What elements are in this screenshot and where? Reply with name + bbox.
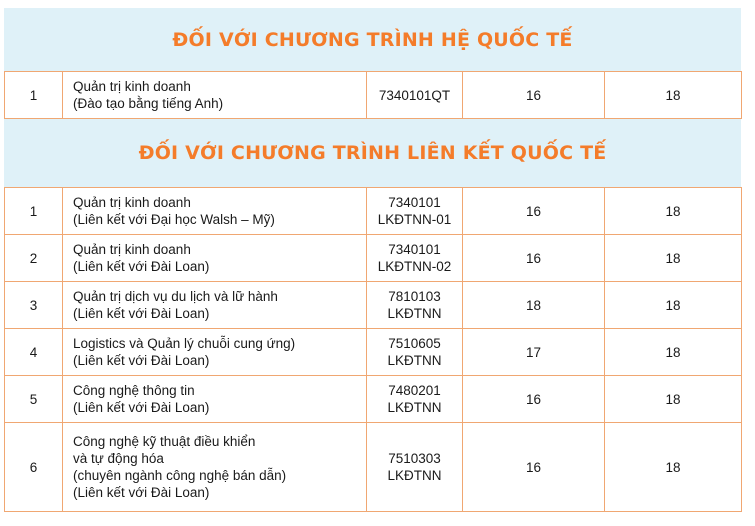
program-code-line: LKĐTNN-01 xyxy=(377,212,452,227)
program-code-line: LKĐTNN-02 xyxy=(377,259,452,274)
row-number: 1 xyxy=(5,72,63,119)
program-name-line: (Liên kết với Đại học Walsh – Mỹ) xyxy=(73,212,275,227)
program-code xyxy=(367,235,463,282)
program-name xyxy=(63,188,367,235)
section-title: ĐỐI VỚI CHƯƠNG TRÌNH LIÊN KẾT QUỐC TẾ xyxy=(138,142,607,164)
program-code-line: 7510303 xyxy=(388,451,441,466)
row-number: 1 xyxy=(5,188,63,235)
joint-program-table xyxy=(4,187,742,512)
program-name-line: (Liên kết với Đài Loan) xyxy=(73,353,210,368)
row-number: 5 xyxy=(5,376,63,423)
score-column-a: 17 xyxy=(463,329,605,376)
program-name xyxy=(63,329,367,376)
program-name-line: Công nghệ thông tin xyxy=(73,383,195,398)
program-code-line: LKĐTNN xyxy=(387,468,442,483)
program-name-line: Logistics và Quản lý chuỗi cung ứng) xyxy=(73,336,296,351)
program-name xyxy=(63,423,367,512)
program-code-line: 7340101 xyxy=(388,242,441,257)
program-code-line: 7810103 xyxy=(388,289,441,304)
program-name-line: Quản trị kinh doanh xyxy=(73,242,191,257)
program-code-line: 7480201 xyxy=(388,383,441,398)
row-number: 6 xyxy=(5,423,63,512)
program-name xyxy=(63,72,367,119)
score-column-b: 18 xyxy=(605,329,742,376)
table-row xyxy=(5,72,742,119)
section-title: ĐỐI VỚI CHƯƠNG TRÌNH HỆ QUỐC TẾ xyxy=(172,28,573,51)
program-name-line: Công nghệ kỹ thuật điều khiển xyxy=(73,434,256,449)
table-row xyxy=(5,423,742,512)
program-code-line: 7340101QT xyxy=(378,87,451,103)
program-code xyxy=(367,282,463,329)
program-code xyxy=(367,423,463,512)
row-number: 4 xyxy=(5,329,63,376)
program-code-line: LKĐTNN xyxy=(387,353,442,368)
program-code xyxy=(367,188,463,235)
program-name-line: (Liên kết với Đài Loan) xyxy=(73,259,210,274)
program-code xyxy=(367,329,463,376)
table-row xyxy=(5,188,742,235)
score-column-a: 18 xyxy=(463,282,605,329)
table-row xyxy=(5,376,742,423)
program-code xyxy=(367,72,463,119)
score-column-b: 18 xyxy=(605,423,742,512)
program-code-line: LKĐTNN xyxy=(387,306,442,321)
program-code-line: 7510605 xyxy=(388,336,441,351)
program-code-line: LKĐTNN xyxy=(387,400,442,415)
score-column-a: 16 xyxy=(463,376,605,423)
program-name-line: (chuyên ngành công nghệ bán dẫn) xyxy=(73,468,287,483)
program-code xyxy=(367,376,463,423)
score-column-a: 16 xyxy=(463,423,605,512)
score-column-a: 16 xyxy=(463,235,605,282)
program-name xyxy=(63,282,367,329)
program-name xyxy=(63,235,367,282)
program-code-line: 7340101 xyxy=(388,195,441,210)
score-column-a: 16 xyxy=(463,72,605,119)
program-name-line: và tự động hóa xyxy=(73,451,164,466)
program-name-line: (Liên kết với Đài Loan) xyxy=(73,400,210,415)
section-header-international xyxy=(4,8,741,71)
row-number: 2 xyxy=(5,235,63,282)
program-name-line: (Đào tạo bằng tiếng Anh) xyxy=(73,96,224,111)
table-row xyxy=(5,329,742,376)
score-column-b: 18 xyxy=(605,376,742,423)
section-header-joint xyxy=(4,119,741,187)
program-name-line: (Liên kết với Đài Loan) xyxy=(73,306,210,321)
score-column-b: 18 xyxy=(605,235,742,282)
program-name-line: Quản trị kinh doanh xyxy=(73,79,191,94)
table-row xyxy=(5,282,742,329)
international-program-table xyxy=(4,71,742,119)
program-name-line: Quản trị kinh doanh xyxy=(73,195,191,210)
program-name-line: (Liên kết với Đài Loan) xyxy=(73,485,210,500)
score-column-b: 18 xyxy=(605,188,742,235)
row-number: 3 xyxy=(5,282,63,329)
score-column-b: 18 xyxy=(605,282,742,329)
program-name-line: Quản trị dịch vụ du lịch và lữ hành xyxy=(73,289,278,304)
program-name xyxy=(63,376,367,423)
table-row xyxy=(5,235,742,282)
score-column-a: 16 xyxy=(463,188,605,235)
score-column-b: 18 xyxy=(605,72,742,119)
